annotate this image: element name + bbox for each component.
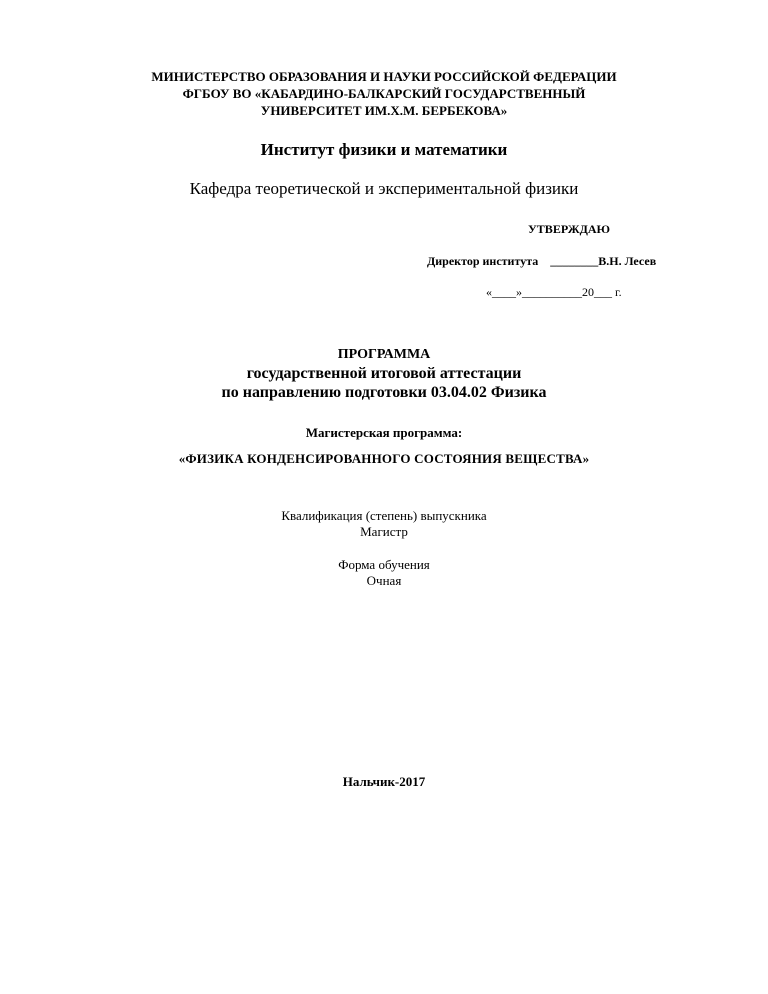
study-form-label: Форма обучения [338, 557, 430, 572]
ministry-header [0, 68, 768, 119]
director-line [427, 254, 656, 269]
signature-blank: ________ [550, 254, 599, 268]
master-program-name: «ФИЗИКА КОНДЕНСИРОВАННОГО СОСТОЯНИЯ ВЕЩЕСТВА» [178, 451, 590, 466]
department-name: Кафедра теоретической и экспериментальной физики [189, 179, 579, 198]
master-program-label: Магистерская программа: [305, 425, 463, 440]
qualification-value: Магистр [360, 524, 408, 539]
ministry-line-3: УНИВЕРСИТЕТ ИМ.Х.М. БЕРБЕКОВА» [260, 103, 508, 118]
program-subtitle: государственной итоговой аттестации [246, 365, 522, 382]
program-direction: по направлению подготовки 03.04.02 Физика [221, 384, 547, 401]
institute-name: Институт физики и математики [260, 140, 508, 159]
director-label: Директор института [427, 254, 539, 268]
approval-title: УТВЕРЖДАЮ [528, 222, 611, 236]
program-title-block [0, 345, 768, 402]
ministry-line-1: МИНИСТЕРСТВО ОБРАЗОВАНИЯ И НАУКИ РОССИЙСКОЙ ФЕДЕРАЦИИ [151, 69, 617, 84]
ministry-line-2: ФГБОУ ВО «КАБАРДИНО-БАЛКАРСКИЙ ГОСУДАРСТВЕННЫЙ [182, 86, 586, 101]
qualification-block [0, 508, 768, 540]
approval-date-line: «____»__________20___ г. [486, 285, 622, 299]
study-form-value: Очная [366, 573, 402, 588]
qualification-label: Квалификация (степень) выпускника [281, 508, 487, 523]
study-form-block [0, 557, 768, 589]
program-title: ПРОГРАММА [337, 347, 431, 362]
footer-city-year: Нальчик-2017 [342, 774, 426, 789]
director-name: В.Н. Лесев [598, 254, 657, 268]
